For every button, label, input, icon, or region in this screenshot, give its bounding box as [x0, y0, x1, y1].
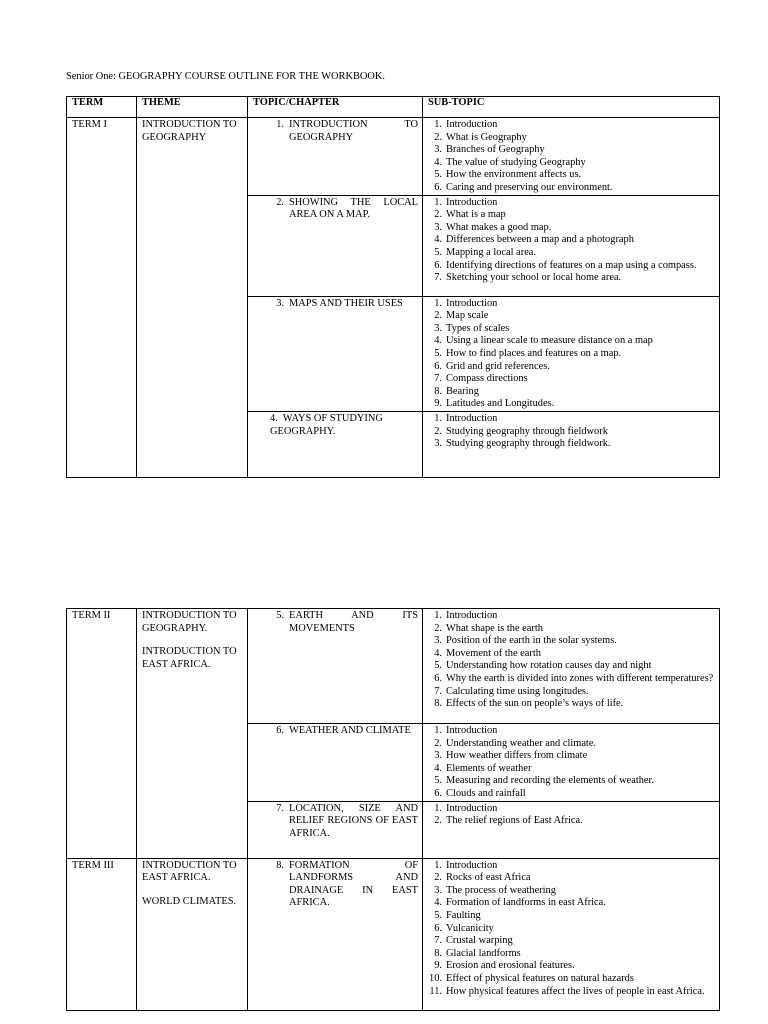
term-cell: TERM III	[67, 858, 137, 1010]
topic-cell	[248, 858, 423, 1010]
subtopic-item: 5. Understanding how rotation causes day and night	[434, 660, 652, 672]
subtopic-item: 3. What makes a good map.	[434, 221, 552, 233]
subtopic-item: 6. Vulcanicity	[434, 922, 494, 934]
topic-cell	[248, 724, 423, 802]
theme-line: INTRODUCTION TO EAST AFRICA.	[142, 859, 237, 884]
subtopic-item: 6. Caring and preserving our environment.	[434, 181, 613, 193]
subtopic-item: 2. What is Geography	[434, 131, 527, 143]
topic-cell	[248, 118, 423, 196]
topic-item: 5. EARTH AND ITS MOVEMENTS	[276, 610, 418, 634]
topic-item: 3. MAPS AND THEIR USES	[276, 297, 403, 309]
subtopic-item: 2. What shape is the earth	[434, 622, 543, 634]
theme-line: INTRODUCTION TO EAST AFRICA.	[142, 646, 237, 670]
topic-item: 2. SHOWING THE LOCAL AREA ON A MAP.	[276, 196, 418, 221]
topic-item: 7. LOCATION, SIZE AND RELIEF REGIONS OF EAST AFRICA.	[276, 802, 418, 839]
subtopic-item: 7. Crustal warping	[434, 935, 513, 947]
subtopic-item: 4. Movement of the earth	[434, 647, 541, 659]
theme-cell	[137, 609, 248, 859]
topic-item: 6. WEATHER AND CLIMATE	[276, 725, 411, 736]
header-subtopic: SUB-TOPIC	[423, 97, 720, 118]
subtopic-item: 4. Formation of landforms in east Africa.	[434, 897, 606, 909]
subtopic-item: 2. Map scale	[434, 310, 489, 322]
topic-cell	[248, 609, 423, 724]
subtopic-item: 4. Differences between a map and a photograph	[434, 234, 634, 246]
subtopic-item: 5. Measuring and recording the elements of weather.	[434, 775, 655, 787]
subtopic-item: 3. Types of scales	[434, 322, 510, 334]
term-cell: TERM I	[67, 118, 137, 478]
subtopic-item: 6. Why the earth is divided into zones with different temperatures?	[434, 672, 714, 684]
topic-item: 1. INTRODUCTION TO GEOGRAPHY	[276, 119, 418, 143]
subtopic-item: 3. How weather differs from climate	[434, 750, 588, 762]
subtopic-item: 7. Calculating time using longitudes.	[434, 685, 589, 697]
subtopic-item: 1. Introduction	[434, 859, 498, 871]
subtopic-item: 6. Clouds and rainfall	[434, 787, 526, 799]
subtopic-item: 7. Compass directions	[434, 373, 528, 385]
subtopic-item: 4. Elements of weather	[434, 762, 532, 774]
subtopic-item: 9. Latitudes and Longitudes.	[434, 398, 555, 410]
theme-cell	[137, 858, 248, 1010]
subtopic-item: 3. Studying geography through fieldwork.	[434, 438, 611, 450]
subtopic-cell	[423, 118, 720, 196]
subtopic-cell	[423, 724, 720, 802]
subtopic-item: 5. How to find places and features on a map.	[434, 347, 622, 359]
subtopic-item: 1. Introduction	[434, 802, 498, 814]
subtopic-item: 8. Glacial landforms	[434, 947, 521, 959]
subtopic-item: 6. Identifying directions of features on a map using a compass.	[434, 259, 697, 271]
table-header-row	[67, 97, 720, 118]
subtopic-cell	[423, 801, 720, 858]
subtopic-cell	[423, 195, 720, 296]
header-topic: TOPIC/CHAPTER	[248, 97, 423, 118]
topic-cell	[248, 296, 423, 411]
subtopic-item: 5. Faulting	[434, 909, 481, 921]
term-cell: TERM II	[67, 609, 137, 859]
table-row	[67, 609, 720, 724]
subtopic-item: 2. Studying geography through fieldwork	[434, 425, 608, 437]
theme-line: WORLD CLIMATES.	[142, 895, 237, 907]
table-row	[67, 858, 720, 1010]
subtopic-item: 2. Understanding weather and climate.	[434, 737, 597, 749]
subtopic-cell	[423, 411, 720, 477]
table-row	[67, 118, 720, 196]
subtopic-item: 3. Position of the earth in the solar systems.	[434, 635, 617, 647]
subtopic-cell	[423, 858, 720, 1010]
topic-cell	[248, 411, 423, 477]
subtopic-item: 2. Rocks of east Africa	[434, 872, 531, 884]
subtopic-item: 3. Branches of Geography	[434, 144, 545, 156]
subtopic-item: 10. Effect of physical features on natural hazards	[429, 972, 634, 984]
subtopic-item: 1. Introduction	[434, 412, 498, 424]
theme-cell: INTRODUCTION TO GEOGRAPHY	[137, 118, 248, 478]
topic-item: 8. FORMATION OF LANDFORMS AND DRAINAGE IN EAST AFRICA.	[276, 859, 418, 909]
subtopic-item: 7. Sketching your school or local home area.	[434, 272, 622, 284]
subtopic-item: 3. The process of weathering	[434, 884, 556, 896]
subtopic-item: 6. Grid and grid references.	[434, 360, 550, 372]
course-outline-table-term-1	[66, 96, 720, 478]
subtopic-item: 5. Mapping a local area.	[434, 246, 537, 258]
topic-cell	[248, 801, 423, 858]
subtopic-item: 4. The value of studying Geography	[434, 156, 586, 168]
subtopic-item: 2. What is a map	[434, 209, 506, 221]
header-term: TERM	[67, 97, 137, 118]
subtopic-item: 9. Erosion and erosional features.	[434, 960, 575, 972]
subtopic-item: 11. How physical features affect the lives of people in east Africa.	[429, 985, 705, 997]
theme-line: INTRODUCTION TO GEOGRAPHY.	[142, 610, 237, 634]
subtopic-item: 5. How the environment affects us.	[434, 169, 582, 181]
topic-item: 4. WAYS OF STUDYING GEOGRAPHY.	[270, 412, 383, 437]
course-outline-table-term-2-3	[66, 608, 720, 1011]
subtopic-item: 1. Introduction	[434, 610, 498, 621]
document-title: Senior One: GEOGRAPHY COURSE OUTLINE FOR THE WORKBOOK.	[66, 71, 386, 82]
topic-cell	[248, 195, 423, 296]
header-theme: THEME	[137, 97, 248, 118]
subtopic-item: 8. Effects of the sun on people’s ways of life.	[434, 698, 624, 710]
subtopic-item: 2. The relief regions of East Africa.	[434, 815, 583, 827]
subtopic-item: 4. Using a linear scale to measure distance on a map	[434, 335, 653, 347]
subtopic-cell	[423, 609, 720, 724]
subtopic-item: 1. Introduction	[434, 119, 498, 130]
subtopic-cell	[423, 296, 720, 411]
subtopic-item: 1. Introduction	[434, 196, 498, 208]
subtopic-item: 1. Introduction	[434, 725, 498, 736]
subtopic-item: 1. Introduction	[434, 297, 498, 309]
subtopic-item: 8. Bearing	[434, 385, 479, 397]
